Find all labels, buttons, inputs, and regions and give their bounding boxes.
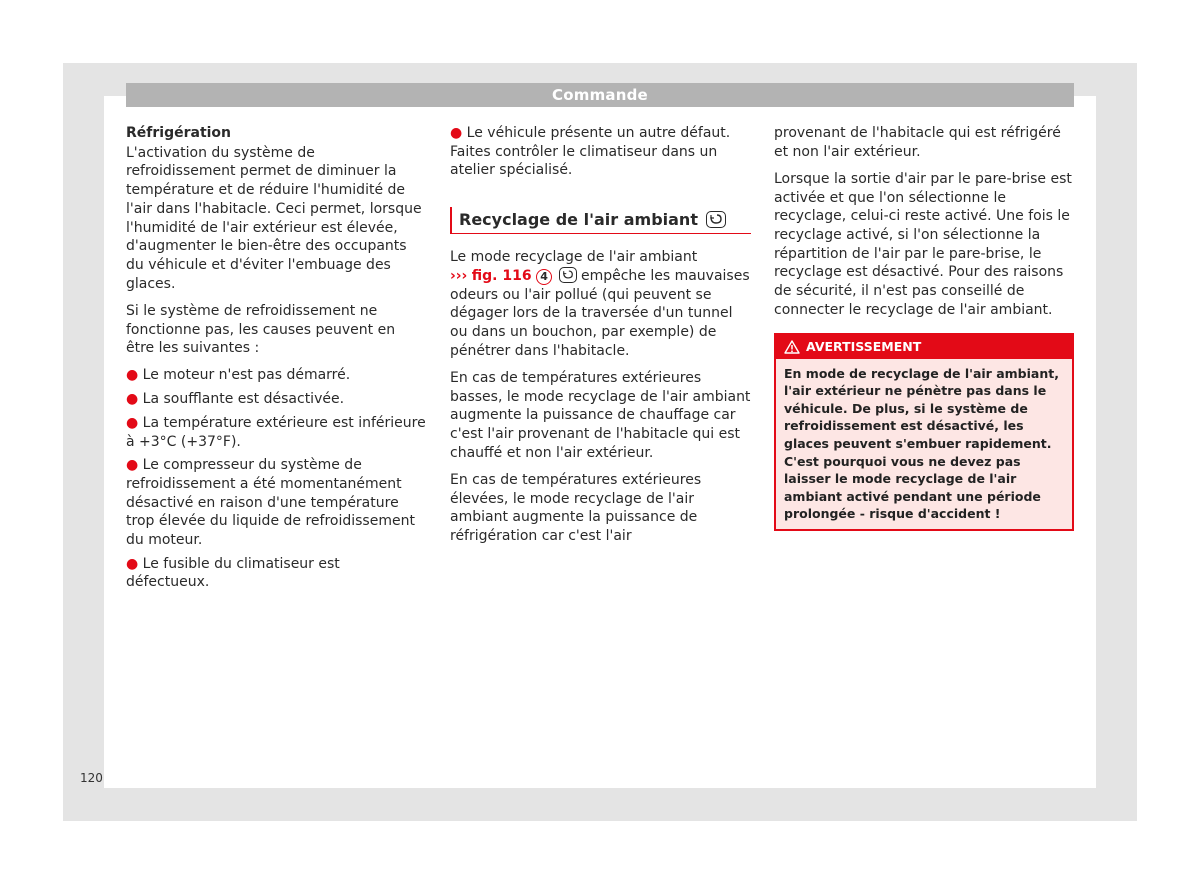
paragraph: Si le système de refroidissement ne fonctionne pas, les causes peuvent en être les suivantes : xyxy=(126,302,396,357)
list-item: ● Le compresseur du système de refroidissement a été momentanément désactivé en raison d'une température trop élevée du liquide de refroidissement du moteur. xyxy=(126,457,415,549)
subheading: Réfrigération xyxy=(126,125,232,141)
paragraph: Le mode recyclage de l'air ambiant ››› fig. 116 4 empêche les mauvaises odeurs ou l'air pollué (qui peuvent se dégager lors de la traversée d'un tunnel ou dans un bouchon, par exemple) de pénétrer dans l'habitacle. xyxy=(450,249,750,359)
air-recirculation-icon xyxy=(706,211,726,228)
warning-box xyxy=(774,333,1074,531)
bullet-dot-icon: ● xyxy=(126,367,139,384)
warning-text: En mode de recyclage de l'air ambiant, l'air extérieur ne pénètre pas dans le véhicule. De plus, si le système de refroidissement est désactivé, les glaces peuvent s'embuer rapidement. C'est pourquoi vous ne devez pas laisser le mode recyclage de l'air ambiant activé pendant une période prolongée - risque d'accident ! xyxy=(776,359,1072,529)
bullet-dot-icon: ● xyxy=(126,414,139,431)
air-recirculation-icon xyxy=(559,267,577,283)
bullet-dot-icon: ● xyxy=(450,125,463,141)
column-1 xyxy=(126,124,426,597)
paragraph: En cas de températures extérieures basses, le mode recyclage de l'air ambiant augmente la puissance de chauffage car c'est l'air provenant de l'habitacle qui est chauffé et non l'air extérieur. xyxy=(450,369,751,461)
list-item: ● Le moteur n'est pas démarré. xyxy=(126,367,351,384)
list-item: ● Le fusible du climatiseur est défectueux. xyxy=(126,555,340,591)
column-3 xyxy=(774,124,1074,531)
bullet-dot-icon: ● xyxy=(126,457,139,474)
page-number: 120 xyxy=(80,771,103,785)
paragraph: L'activation du système de refroidissement permet de diminuer la température et de réduire l'humidité de l'air dans l'habitacle. Ceci permet, lorsque l'humidité de l'air extérieur est élevée, d'augmenter le bien-être des occupants du véhicule et d'éviter l'embuage des glaces. xyxy=(126,144,422,292)
list-item: ● La soufflante est désactivée. xyxy=(126,391,345,408)
column-2 xyxy=(450,124,751,554)
figure-link[interactable]: fig. 116 xyxy=(471,267,532,284)
warning-triangle-icon xyxy=(784,340,800,354)
list-item: ● Le véhicule présente un autre défaut. Faites contrôler le climatiseur dans un atelier spécialisé. xyxy=(450,125,731,179)
bullet-dot-icon: ● xyxy=(126,555,139,572)
paragraph: provenant de l'habitacle qui est réfrigéré et non l'air extérieur. xyxy=(774,125,1061,160)
section-heading: Recyclage de l'air ambiant xyxy=(450,207,751,234)
paragraph: Lorsque la sortie d'air par le pare-brise est activée et que l'on sélectionne le recyclage, celui-ci reste activé. Une fois le recyclage activé, si l'on sélectionne la répartition de l'air par le pare-brise, le recyclage est désactivé. Pour des raisons de sécurité, il n'est pas conseillé de connecter le recyclage de l'air ambiant. xyxy=(774,170,1072,318)
reference-arrows: ››› xyxy=(450,267,468,284)
list-item: ● La température extérieure est inférieure à +3°C (+37°F). xyxy=(126,414,426,450)
warning-header: AVERTISSEMENT xyxy=(776,335,1072,359)
chapter-header: Commande xyxy=(126,83,1074,107)
paragraph: En cas de températures extérieures élevées, le mode recyclage de l'air ambiant augmente la puissance de réfrigération car c'est l'air xyxy=(450,471,702,544)
callout-number-icon: 4 xyxy=(536,269,552,285)
bullet-dot-icon: ● xyxy=(126,391,139,408)
